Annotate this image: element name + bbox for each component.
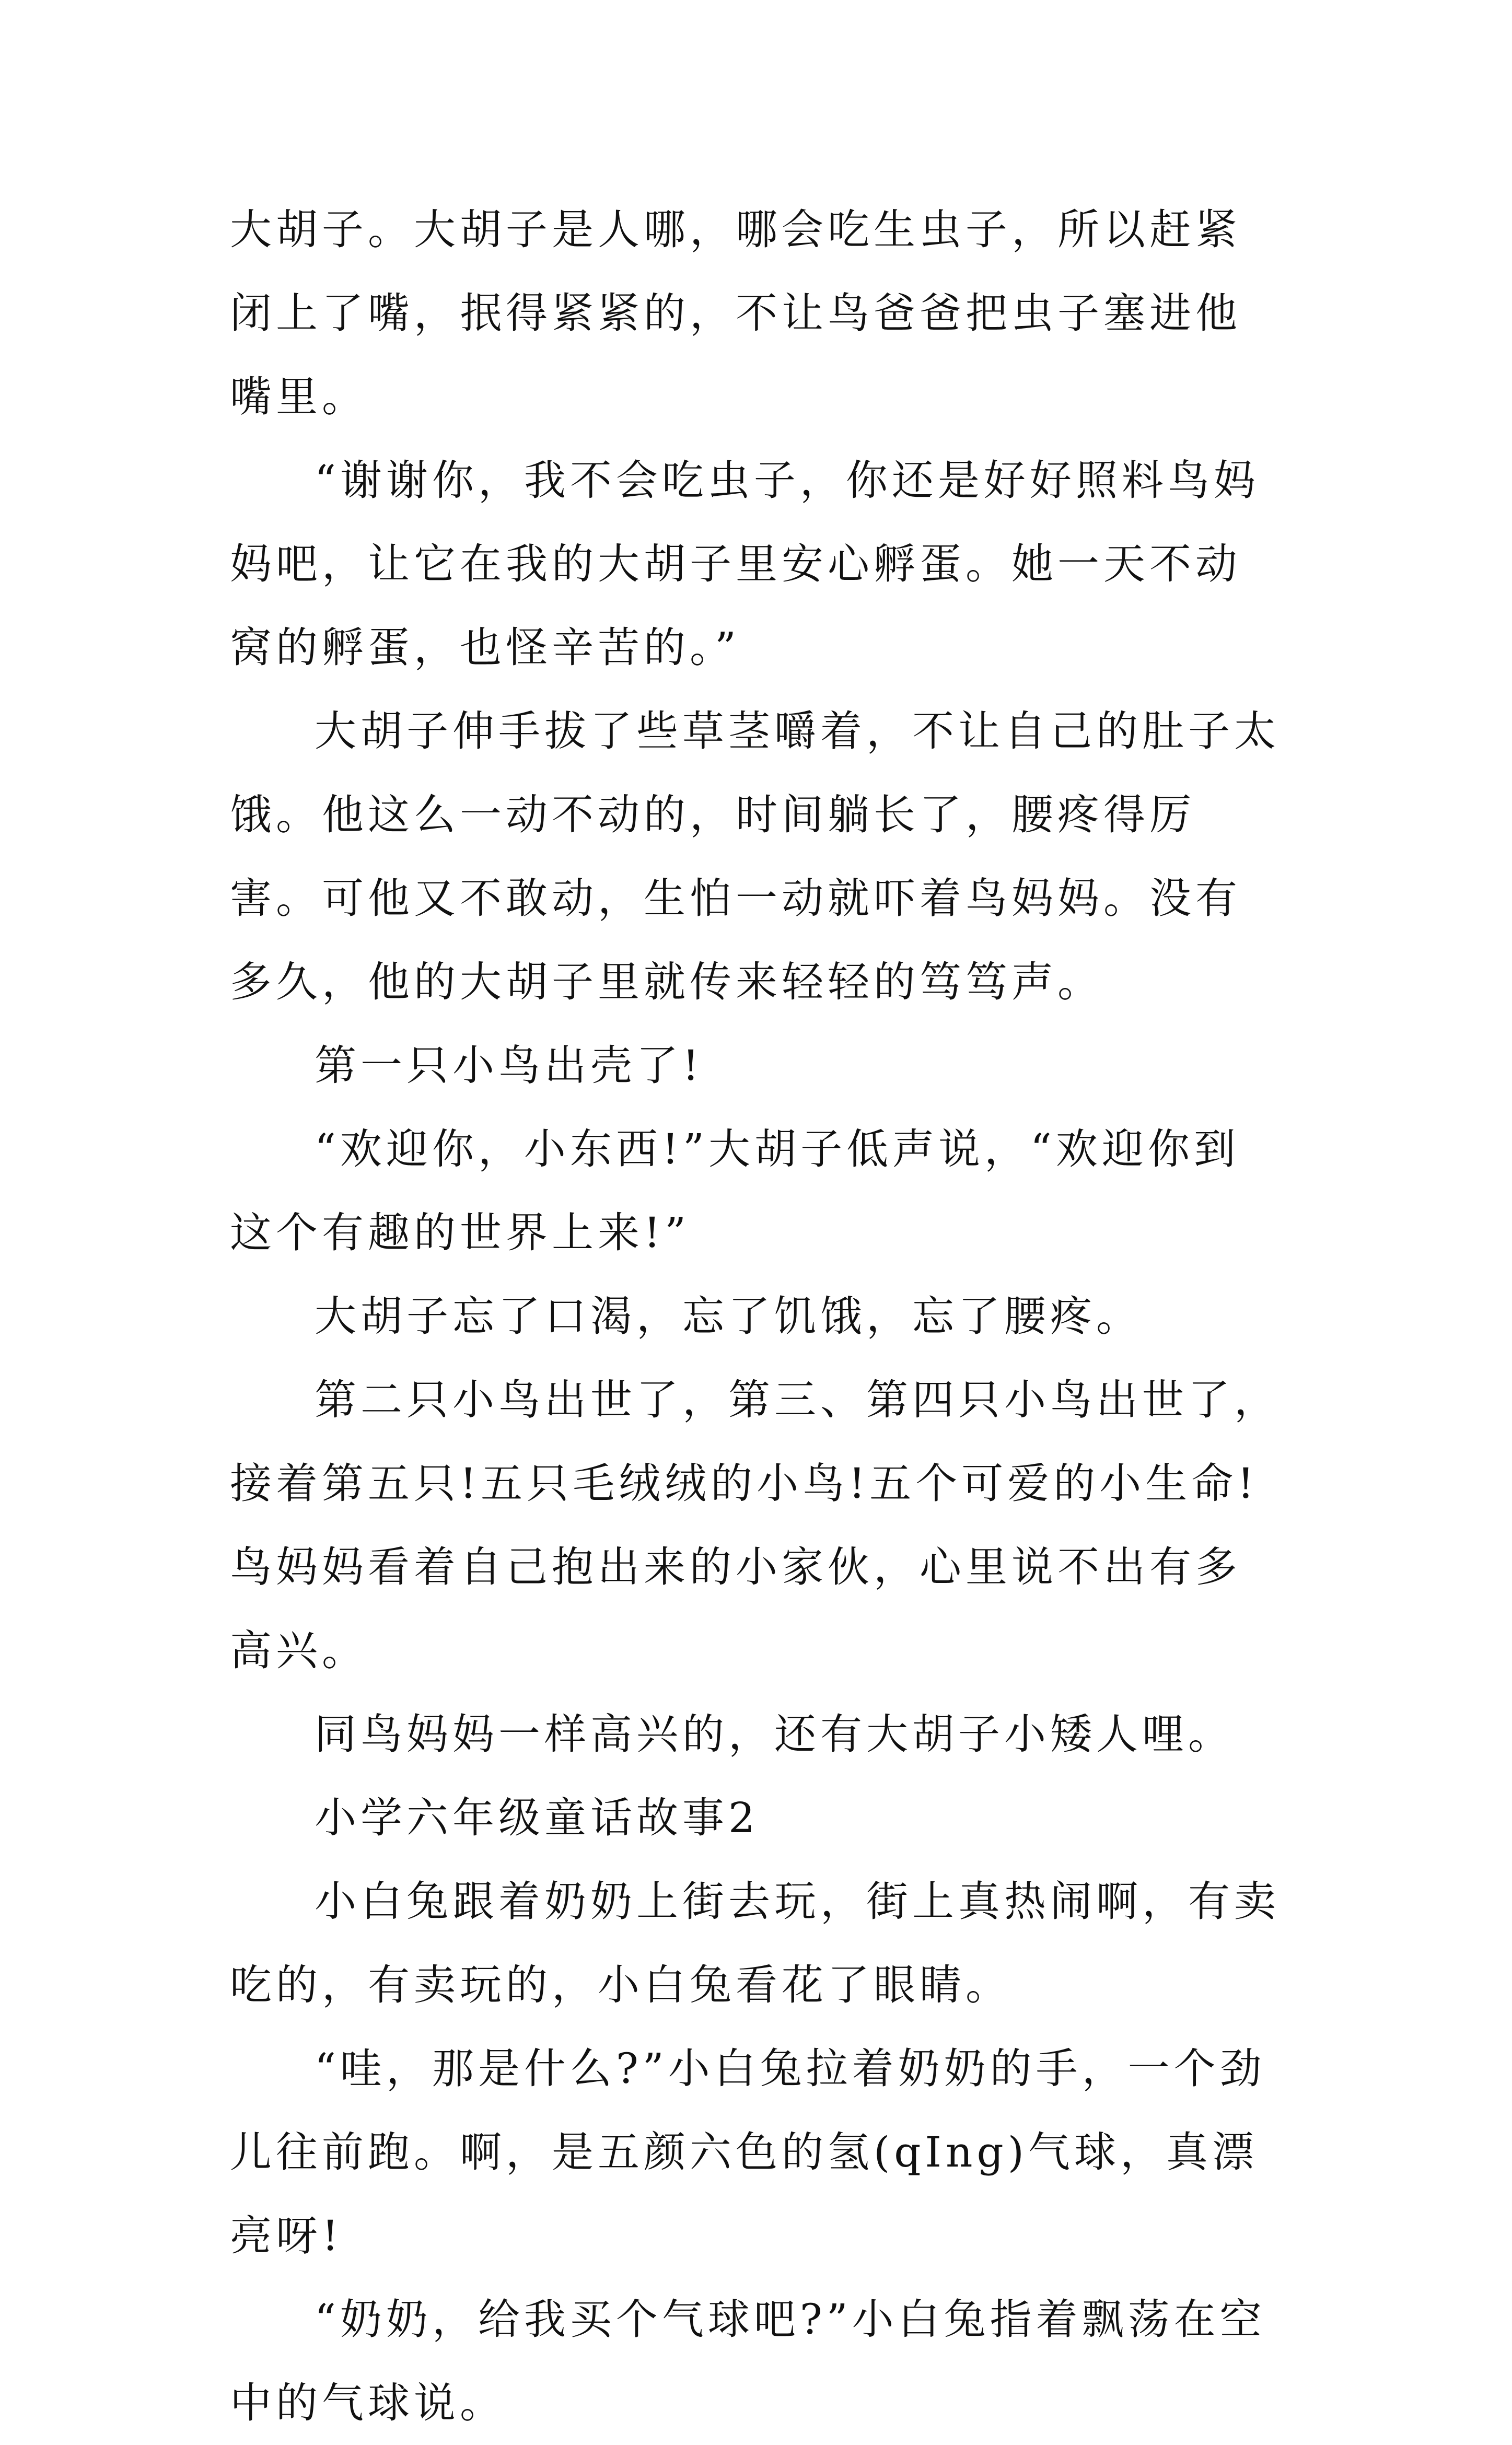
paragraph-5: “欢迎你，小东西!”大胡子低声说，“欢迎你到这个有趣的世界上来!” xyxy=(230,1125,1240,1257)
paragraph-3: 大胡子伸手拔了些草茎嚼着，不让自己的肚子太饿。他这么一动不动的，时间躺长了，腰疼得厉害。可他又不敢动，生怕一动就吓着鸟妈妈。没有多久，他的大胡子里就传来轻轻的笃笃声。 xyxy=(230,707,1280,1006)
paragraph-6: 大胡子忘了口渴，忘了饥饿，忘了腰疼。 xyxy=(315,1292,1142,1341)
section-heading: 小学六年级童话故事2 xyxy=(315,1794,759,1842)
paragraph-12: “奶奶，给我买个气球吧?”小白兔指着飘荡在空中的气球说。 xyxy=(230,2295,1266,2427)
document-body xyxy=(230,188,1285,2445)
paragraph-8: 同鸟妈妈一样高兴的，还有大胡子小矮人哩。 xyxy=(315,1710,1234,1759)
paragraph-10: 小白兔跟着奶奶上街去玩，街上真热闹啊，有卖吃的，有卖玩的，小白兔看花了眼睛。 xyxy=(230,1877,1280,2009)
paragraph-11: “哇，那是什么?”小白兔拉着奶奶的手，一个劲儿往前跑。啊，是五颜六色的氢(qIng)气球，真漂亮呀! xyxy=(230,2044,1266,2260)
paragraph-4: 第一只小鸟出壳了! xyxy=(315,1041,704,1090)
paragraph-1: 大胡子。大胡子是人哪，哪会吃生虫子，所以赶紧闭上了嘴，抿得紧紧的，不让鸟爸爸把虫子塞进他嘴里。 xyxy=(230,205,1241,421)
paragraph-7: 第二只小鸟出世了，第三、第四只小鸟出世了，接着第五只!五只毛绒绒的小鸟!五个可爱的小生命!鸟妈妈看着自己抱出来的小家伙，心里说不出有多高兴。 xyxy=(230,1376,1280,1675)
paragraph-2: “谢谢你，我不会吃虫子，你还是好好照料鸟妈妈吧，让它在我的大胡子里安心孵蛋。她一天不动窝的孵蛋，也怪辛苦的。” xyxy=(230,456,1260,672)
